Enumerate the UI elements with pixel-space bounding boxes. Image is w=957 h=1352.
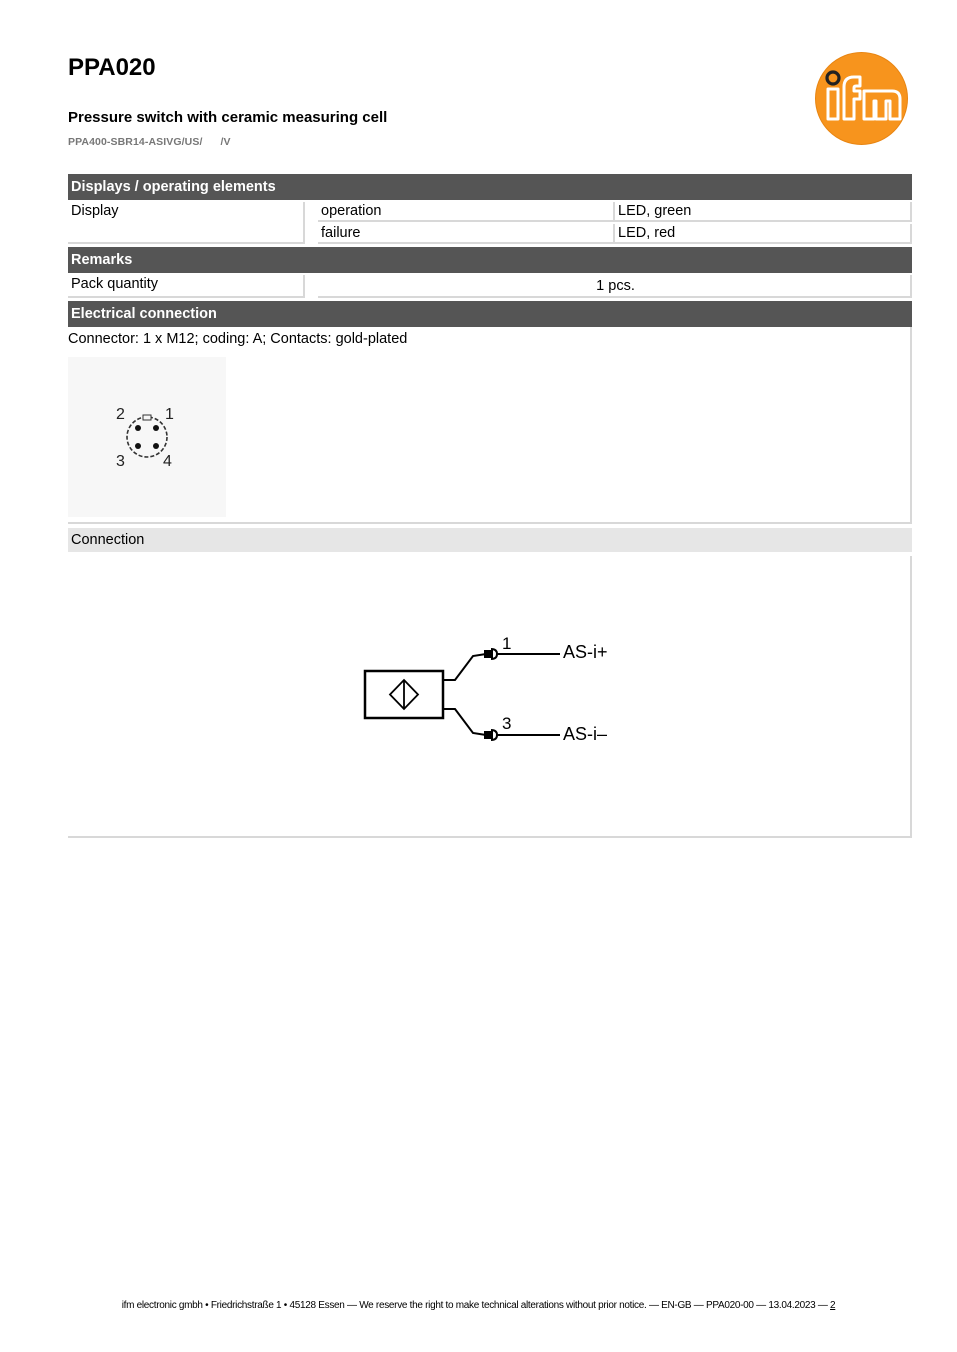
connection-label: Connection xyxy=(68,528,912,552)
pack-quantity-value: 1 pcs. xyxy=(318,275,912,298)
pin-4-dot xyxy=(153,443,159,449)
pin-label-4: 4 xyxy=(163,453,172,470)
connector-description: Connector: 1 x M12; coding: A; Contacts: gold-plated xyxy=(68,331,408,347)
pin-label-1: 1 xyxy=(165,406,174,423)
pin-3-dot xyxy=(135,443,141,449)
section-heading-displays: Displays / operating elements xyxy=(68,174,912,200)
section-heading-electrical: Electrical connection xyxy=(68,301,912,327)
diagram-label-as-i-minus: AS-i– xyxy=(563,724,608,744)
wiring-diagram-box xyxy=(68,556,912,838)
wiring-diagram xyxy=(68,556,912,838)
pin-2-dot xyxy=(135,425,141,431)
display-state-operation: operation xyxy=(318,202,615,222)
product-subtitle: Pressure switch with ceramic measuring cell xyxy=(68,109,388,126)
connector-pinout-image xyxy=(68,357,226,517)
display-value-operation: LED, green xyxy=(615,202,912,222)
page-number: 2 xyxy=(830,1300,836,1311)
diagram-pin-top: 1 xyxy=(502,634,512,653)
pin-1-dot xyxy=(153,425,159,431)
display-state-failure: failure xyxy=(318,224,615,244)
diagram-pin-bottom: 3 xyxy=(502,714,512,733)
article-number xyxy=(68,136,231,148)
page-footer xyxy=(0,1300,957,1311)
footer-text: ifm electronic gmbh • Friedrichstraße 1 • 45128 Essen — We reserve the right to make technical alterations without prior notice. — EN-GB — PPA020-00 — 13.04.2023 — xyxy=(121,1300,828,1311)
page-title: PPA020 xyxy=(68,54,156,81)
pack-quantity-label: Pack quantity xyxy=(68,275,305,298)
article-suffix: /V xyxy=(220,136,231,148)
diagram-label-as-i-plus: AS-i+ xyxy=(563,642,608,662)
pin-label-2: 2 xyxy=(116,406,125,423)
display-label: Display xyxy=(68,202,305,244)
pin-label-3: 3 xyxy=(116,453,125,470)
display-value-failure: LED, red xyxy=(615,224,912,244)
section-heading-remarks: Remarks xyxy=(68,247,912,273)
article-code: PPA400-SBR14-ASIVG/US/ xyxy=(68,136,203,148)
ifm-logo xyxy=(814,51,909,146)
